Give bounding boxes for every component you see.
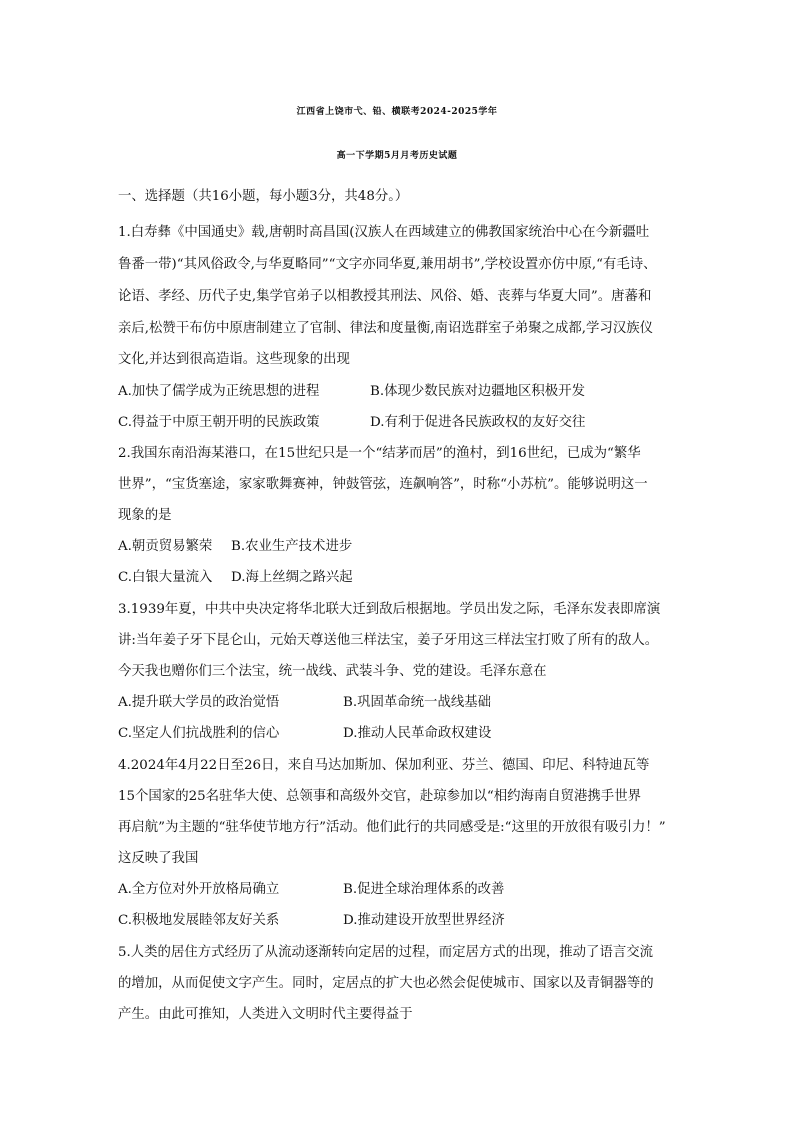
q1-text-line: 亲后,松赞干布仿中原唐制建立了官制、律法和度量衡,南诏选群室子弟聚之成都,学习汉族仪 — [118, 321, 654, 336]
q4-option-b: B.促进全球治理体系的改善 — [343, 882, 505, 897]
q3-option-a: A.提升联大学员的政治觉悟 — [118, 695, 280, 710]
q5-text-line: 的增加，从而促使文字产生。同时，定居点的扩大也必然会促使城市、国家以及青铜器等的 — [118, 976, 654, 991]
q4-text-line: 这反映了我国 — [118, 851, 199, 866]
q1-option-a: A.加快了儒学成为正统思想的进程 — [118, 384, 320, 399]
q3-text-line: 3.1939年夏，中共中央决定将华北联大迁到敌后根据地。学员出发之际，毛泽东发表即席演 — [118, 602, 661, 617]
q2-text-line: 2.我国东南沿海某港口，在15世纪只是一个“结茅而居”的渔村，到16世纪，已成为“繁华 — [118, 446, 641, 461]
q4-text-line: 再启航”为主题的“驻华使节地方行”活动。他们此行的共同感受是:“这里的开放很有吸引力！” — [118, 820, 666, 835]
q4-text-line: 15个国家的25名驻华大使、总领事和高级外交官，赴琼参加以“相约海南自贸港携手世界 — [118, 789, 641, 804]
q1-option-d: D.有利于促进各民族政权的友好交往 — [370, 415, 586, 430]
q1-option-b: B.体现少数民族对边疆地区积极开发 — [370, 384, 585, 399]
q4-option-d: D.推动建设开放型世界经济 — [343, 913, 505, 928]
q1-text-line: 1.白寿彝《中国通史》载,唐朝时高昌国(汉族人在西域建立的佛教国家统治中心在今新疆吐 — [118, 225, 650, 240]
q3-option-d: D.推动人民革命政权建设 — [343, 726, 492, 741]
q4-option-a: A.全方位对外开放格局确立 — [118, 882, 280, 897]
q3-text-line: 今天我也赠你们三个法宝，统一战线、武装斗争、党的建设。毛泽东意在 — [118, 664, 547, 679]
q5-text-line: 产生。由此可推知，人类进入文明时代主要得益于 — [118, 1007, 413, 1022]
q2-option-d: D.海上丝绸之路兴起 — [231, 570, 353, 585]
q2-text-line: 现象的是 — [118, 508, 172, 523]
q3-text-line: 讲:当年姜子牙下昆仑山，元始天尊送他三样法宝，姜子牙用这三样法宝打败了所有的敌人。 — [118, 633, 659, 648]
q4-text-line: 4.2024年4月22日至26日，来自马达加斯加、保加利亚、芬兰、德国、印尼、科特迪瓦等 — [118, 758, 650, 773]
exam-title-line2: 高一下学期5月月考历史试题 — [336, 151, 458, 161]
q1-text-line: 论语、孝经、历代子史,集学官弟子以相教授其刑法、风俗、婚、丧葬与华夏大同”。唐蕃和 — [118, 289, 652, 304]
q2-option-c: C.白银大量流入 — [118, 570, 213, 585]
q2-option-a: A.朝贡贸易繁荣 — [118, 539, 213, 554]
q1-text-line: 鲁番一带)“其风俗政令,与华夏略同”“文字亦同华夏,兼用胡书”,学校设置亦仿中原,“有毛诗、 — [118, 257, 657, 272]
q5-text-line: 5.人类的居住方式经历了从流动逐渐转向定居的过程，而定居方式的出现，推动了语言交流 — [118, 945, 654, 960]
q3-option-b: B.巩固革命统一战线基础 — [343, 695, 492, 710]
q2-text-line: 世界”，“宝货塞途，家家歌舞赛神，钟鼓管弦，连飙响答”，时称“小苏杭”。能够说明这一 — [118, 477, 648, 492]
q1-text-line: 文化,并达到很高造诣。这些现象的出现 — [118, 352, 350, 367]
q2-option-b: B.农业生产技术进步 — [231, 539, 353, 554]
section-heading: 一、选择题（共16小题，每小题3分，共48分。） — [118, 189, 409, 204]
q1-option-c: C.得益于中原王朝开明的民族政策 — [118, 415, 320, 430]
q3-option-c: C.坚定人们抗战胜利的信心 — [118, 726, 280, 741]
exam-title-line1: 江西省上饶市弋、铅、横联考2024-2025学年 — [296, 107, 498, 117]
q4-option-c: C.积极地发展睦邻友好关系 — [118, 913, 280, 928]
